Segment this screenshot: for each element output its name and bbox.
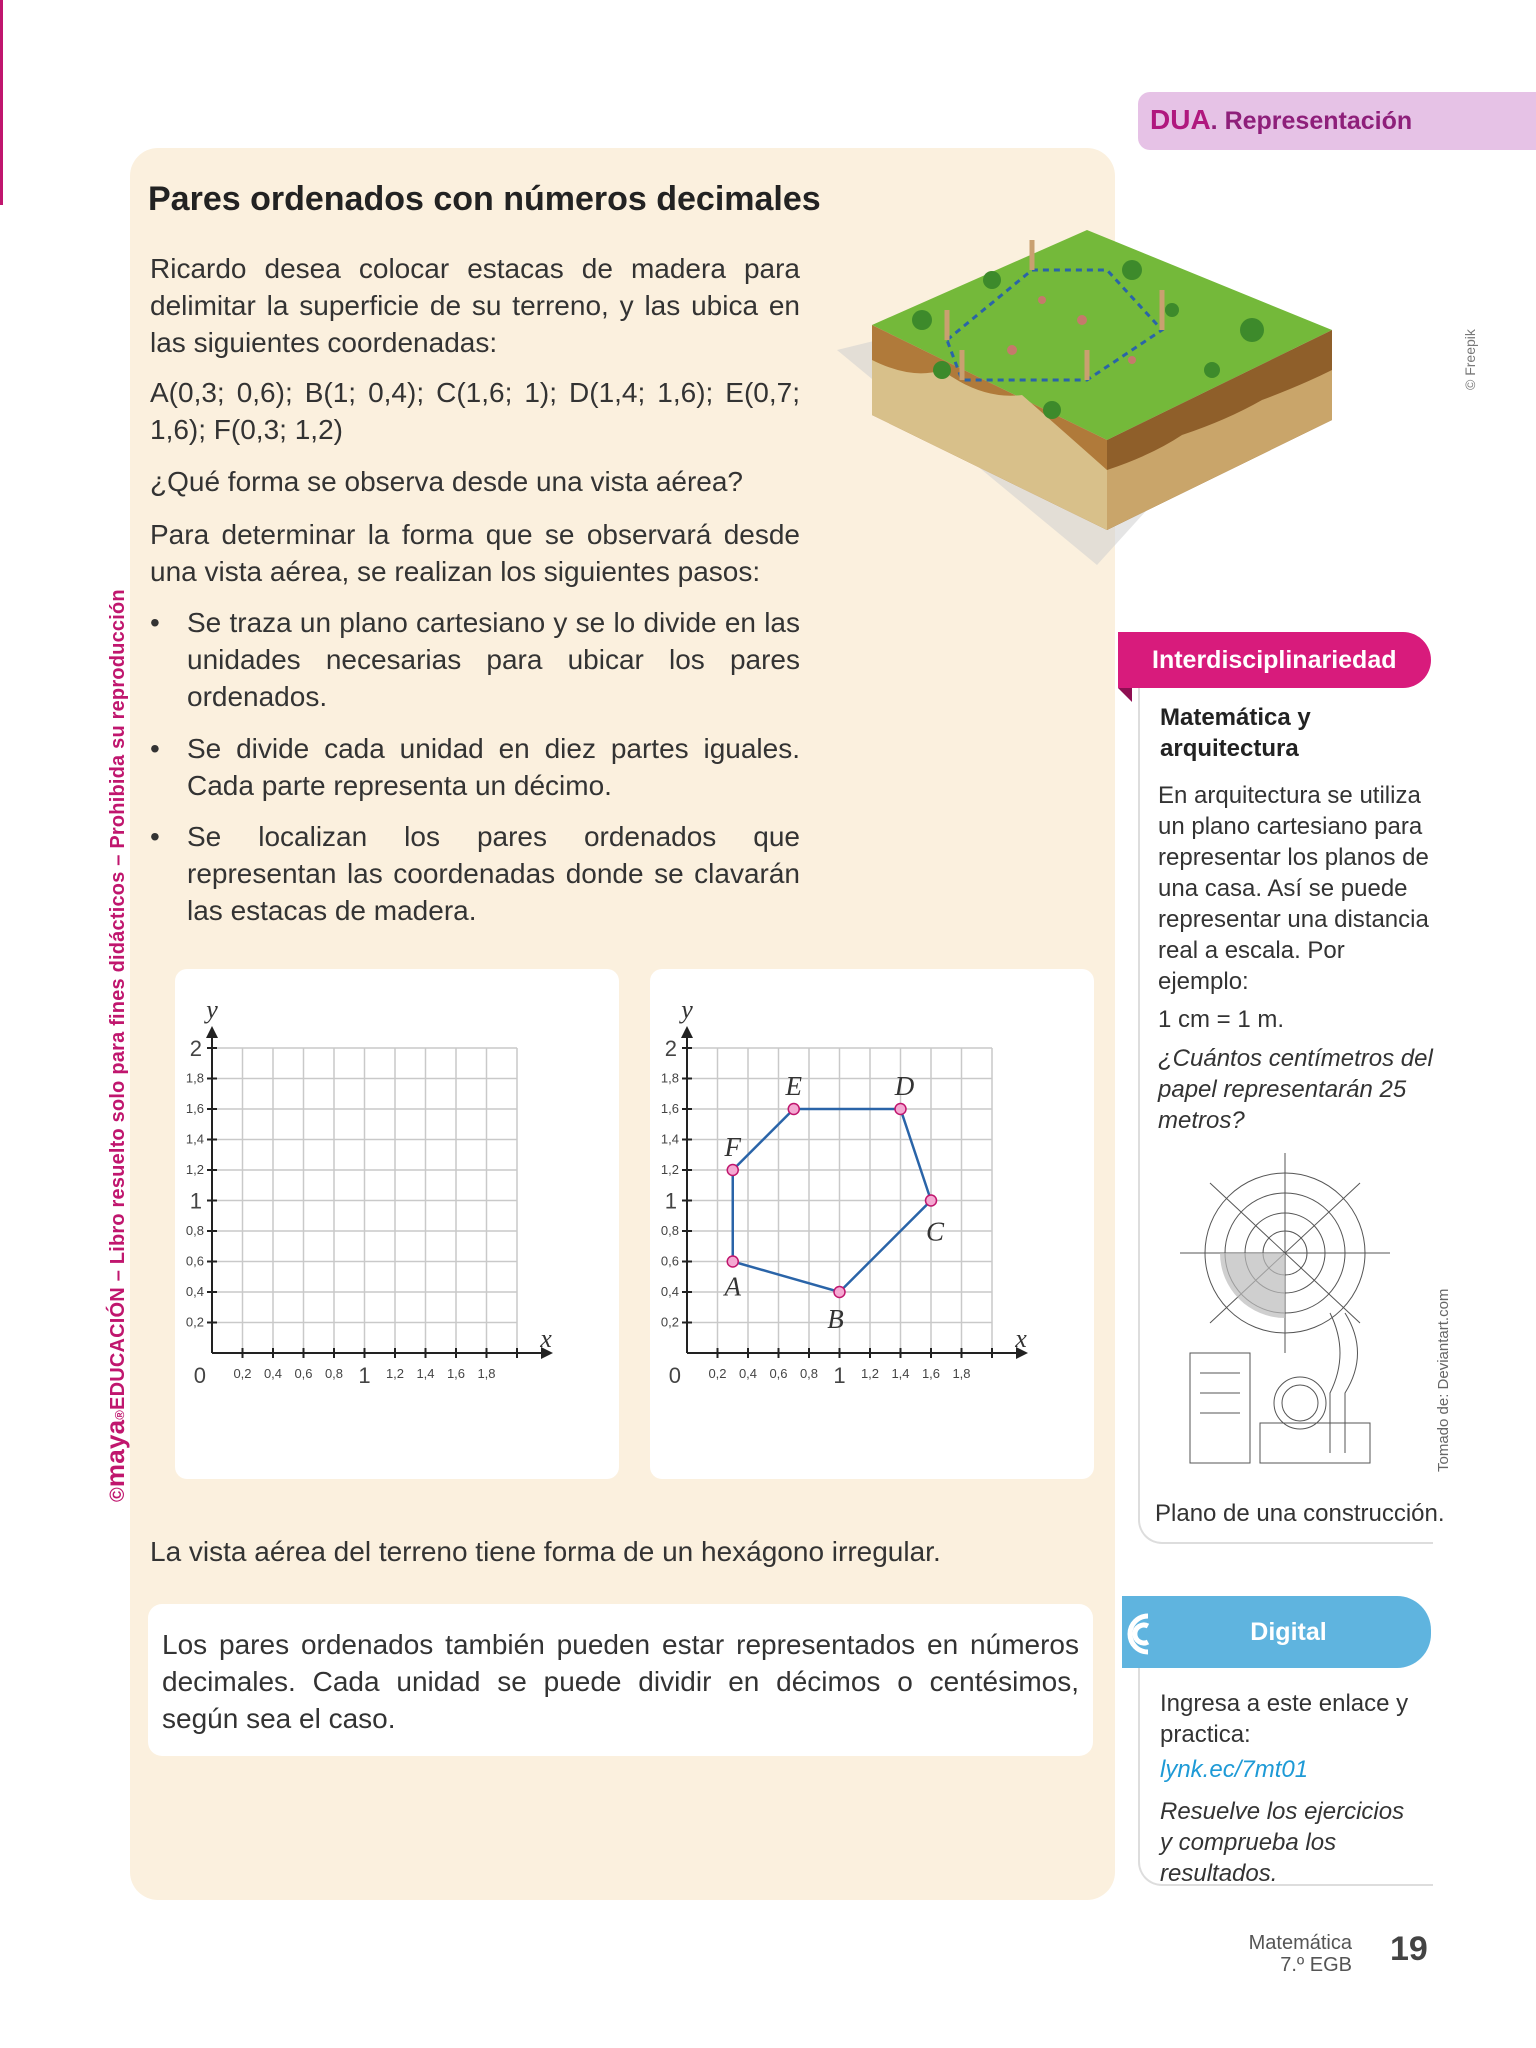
maya-logo: maya: [100, 1419, 130, 1488]
point-label-A: A: [724, 1271, 741, 1302]
point-A: [727, 1256, 738, 1267]
practice-link[interactable]: lynk.ec/7mt01: [1160, 1756, 1309, 1783]
conclusion-text: La vista aérea del terreno tiene forma de un hexágono irregular.: [150, 1536, 941, 1567]
y-tick-label: 2: [664, 1036, 677, 1061]
y-axis-label: y: [206, 995, 218, 1024]
y-tick-label: 0,6: [185, 1253, 204, 1269]
x-tick-label: 0,6: [294, 1366, 313, 1381]
steps-intro: Para determinar la forma que se observará desde una vista aérea, se realizan los siguientes pasos:: [150, 519, 800, 587]
y-tick-label: 2: [189, 1036, 202, 1061]
x-tick-label: 0,2: [708, 1366, 727, 1381]
empty-cartesian-plane-card: [175, 969, 619, 1479]
x-tick-label: 1: [358, 1363, 371, 1388]
x-tick-label: 0,2: [233, 1366, 252, 1381]
interdisciplinary-question: ¿Cuántos centímetros del papel representarán 25 metros?: [1158, 1045, 1433, 1134]
x-axis-label: x: [1015, 1324, 1027, 1353]
y-axis-arrow: [206, 1026, 218, 1038]
y-axis-arrow: [681, 1026, 693, 1038]
image-credit: © Freepik: [1462, 329, 1478, 390]
y-tick-label: 0,4: [185, 1284, 204, 1299]
x-tick-label: 1,4: [891, 1366, 910, 1381]
x-tick-label: 1,8: [952, 1366, 971, 1381]
y-tick-label: 1,6: [660, 1101, 679, 1116]
x-tick-label: 1,2: [860, 1366, 880, 1381]
point-label-D: D: [894, 1071, 915, 1101]
step-item: • Se localizan los pares ordenados que representan las coordenadas donde se clavarán las estacas de madera.: [150, 818, 800, 929]
interdisciplinary-subtitle: Matemática y arquitectura: [1160, 704, 1311, 762]
point-label-E: E: [785, 1071, 802, 1101]
point-F: [727, 1165, 738, 1176]
copyright-vertical-text: ©maya®EDUCACIÓN – Libro resuelto solo para fines didácticos – Prohibida su reproducción: [100, 589, 130, 1502]
point-label-B: B: [827, 1304, 844, 1334]
blueprint-caption: Plano de una construcción.: [1155, 1500, 1445, 1527]
x-tick-label: 1,4: [416, 1366, 435, 1381]
terrain-illustration: [832, 170, 1352, 590]
x-tick-label: 0,4: [738, 1366, 758, 1381]
y-tick-label: 0,8: [660, 1223, 679, 1238]
digital-instruction: Ingresa a este enlace y practica:: [1160, 1690, 1409, 1748]
hexagon-cartesian-plane-card: [650, 969, 1094, 1479]
dua-subtitle: . Representación: [1210, 107, 1413, 135]
y-axis-label: y: [681, 995, 693, 1024]
bullet-icon: •: [150, 821, 160, 852]
origin-label: 0: [193, 1363, 206, 1388]
point-C: [926, 1195, 937, 1206]
blueprint-source: Tomado de: Deviantart.com: [1435, 1288, 1452, 1472]
y-tick-label: 1,2: [185, 1162, 204, 1177]
dua-label: DUA: [1150, 104, 1211, 135]
intro-paragraph: Ricardo desea colocar estacas de madera para delimitar la superficie de su terreno, y las ubica en las siguientes coordenadas:: [150, 253, 800, 358]
x-tick-label: 1,2: [385, 1366, 405, 1381]
y-tick-label: 1: [189, 1188, 202, 1214]
digital-header: Digital: [1122, 1596, 1431, 1668]
bullet-icon: •: [150, 733, 160, 764]
y-tick-label: 1,2: [660, 1162, 679, 1177]
digital-link-icon: [1118, 1610, 1164, 1658]
x-axis-label: x: [540, 1324, 552, 1353]
ribbon-fold: [1118, 688, 1132, 702]
digital-task: Resuelve los ejercicios y comprueba los resultados.: [1160, 1798, 1405, 1887]
point-B: [834, 1287, 845, 1298]
y-tick-label: 1: [664, 1188, 677, 1214]
left-edge-bar: [0, 0, 3, 205]
point-D: [895, 1104, 906, 1115]
point-label-F: F: [724, 1132, 741, 1162]
hexagon-cartesian-plane: [650, 969, 1094, 1479]
x-tick-label: 0,8: [799, 1366, 819, 1381]
dua-tab: [1138, 92, 1536, 150]
question-text: ¿Qué forma se observa desde una vista aérea?: [150, 466, 744, 497]
scale-example: 1 cm = 1 m.: [1158, 1006, 1285, 1033]
origin-label: 0: [668, 1363, 681, 1388]
point-label-C: C: [925, 1216, 945, 1247]
step-item: • Se divide cada unidad en diez partes iguales. Cada parte representa un décimo.: [150, 730, 800, 804]
x-tick-label: 1,6: [921, 1366, 941, 1381]
footer-subject: Matemática 7.º EGB: [1248, 1932, 1352, 1976]
x-tick-label: 0,8: [324, 1366, 344, 1381]
x-tick-label: 0,4: [263, 1366, 283, 1381]
y-tick-label: 1,6: [185, 1101, 204, 1116]
y-tick-label: 0,8: [185, 1223, 204, 1238]
point-E: [788, 1104, 799, 1115]
y-tick-label: 0,2: [185, 1314, 204, 1330]
note-box: Los pares ordenados también pueden estar representados en números decimales. Cada unidad se puede dividir en décimos o centésimos, según sea el caso.: [148, 1604, 1093, 1756]
x-tick-label: 1,8: [477, 1366, 496, 1381]
interdisciplinary-header: Interdisciplinariedad: [1118, 632, 1431, 688]
interdisciplinary-body: En arquitectura se utiliza un plano cartesiano para representar los planos de una casa. Así se puede representar una distancia real a escala. Por ejemplo:: [1158, 782, 1429, 995]
y-tick-label: 0,2: [660, 1314, 679, 1330]
x-tick-label: 1,6: [446, 1366, 466, 1381]
empty-cartesian-plane: [175, 969, 619, 1479]
x-tick-label: 0,6: [769, 1366, 788, 1381]
step-item: • Se traza un plano cartesiano y se lo divide en las unidades necesarias para ubicar los pares ordenados.: [150, 604, 800, 715]
y-tick-label: 1,8: [185, 1070, 204, 1086]
x-tick-label: 1: [833, 1363, 846, 1388]
y-tick-label: 0,4: [660, 1284, 679, 1299]
bullet-icon: •: [150, 607, 160, 638]
y-tick-label: 0,6: [660, 1253, 679, 1269]
blueprint-image: [1180, 1153, 1390, 1473]
y-tick-label: 1,8: [660, 1070, 679, 1086]
y-tick-label: 1,4: [660, 1131, 679, 1147]
y-tick-label: 1,4: [185, 1131, 204, 1147]
section-title: Pares ordenados con números decimales: [148, 180, 821, 218]
page-number: 19: [1390, 1930, 1428, 1968]
coordinates-list: A(0,3; 0,6); B(1; 0,4); C(1,6; 1); D(1,4; 1,6); E(0,7; 1,6); F(0,3; 1,2): [150, 377, 800, 445]
